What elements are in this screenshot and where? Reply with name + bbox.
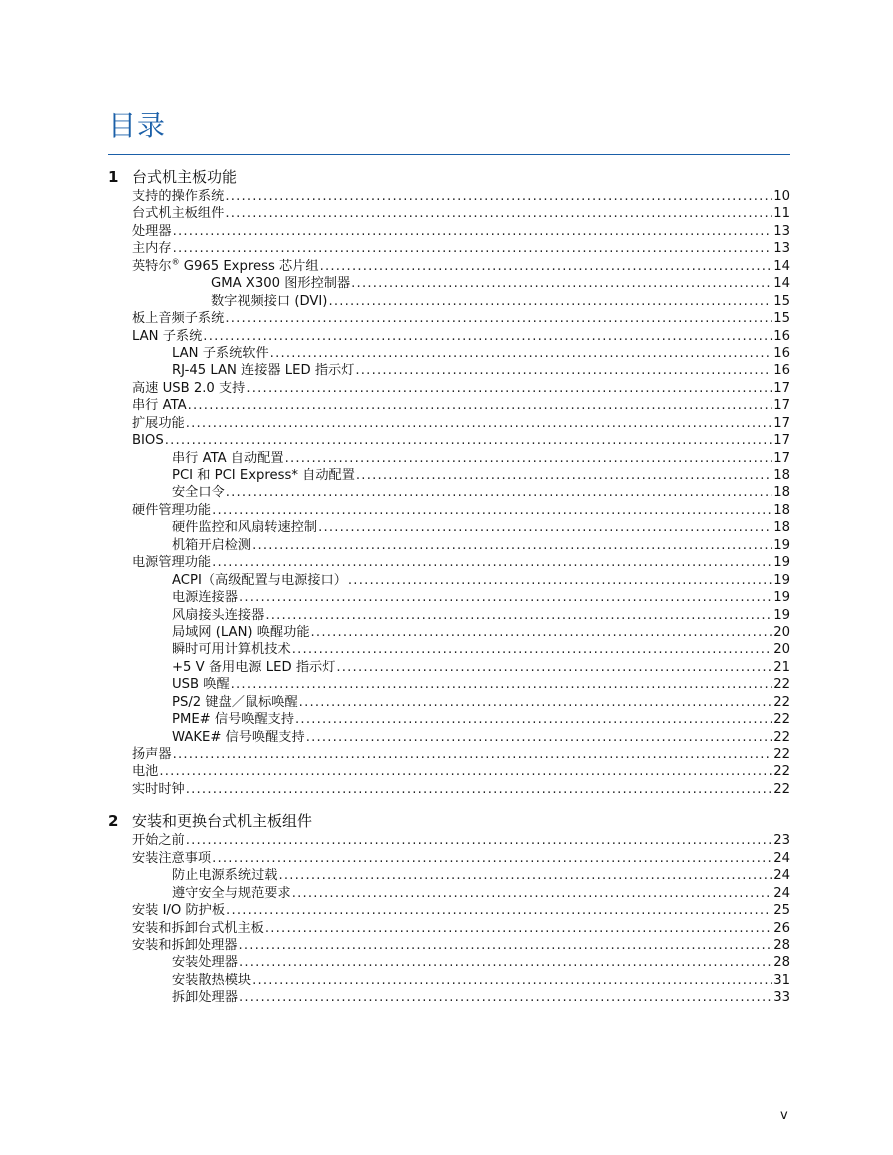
toc-entry[interactable] <box>108 345 790 362</box>
toc-entry-label <box>172 694 298 711</box>
dot-leader <box>336 659 772 676</box>
dot-leader <box>328 293 772 310</box>
chapter-heading <box>108 810 790 832</box>
toc-entry-text: 硬件监控和风扇转速控制 <box>172 520 318 536</box>
toc-entry-label <box>132 432 164 449</box>
dot-leader <box>318 519 772 536</box>
toc-entry-text: 串行 ATA <box>132 398 187 414</box>
toc-entry-text: ACPI（高级配置与电源接口） <box>172 572 347 588</box>
toc-entry-text: 安装处理器 <box>172 955 238 971</box>
toc-entry[interactable] <box>108 450 790 467</box>
toc-entry-text: PS/2 键盘／鼠标唤醒 <box>172 694 298 710</box>
toc-entry-label <box>172 607 264 624</box>
toc-entry-label <box>172 641 291 658</box>
toc-entry-label <box>172 467 355 484</box>
toc-entry-text: 瞬时可用计算机技术 <box>172 642 291 658</box>
toc-entry[interactable] <box>108 641 790 658</box>
toc-entry-text: USB 唤醒 <box>172 677 230 693</box>
toc-entry-text: 安装 I/O 防护板 <box>132 903 226 919</box>
toc-page-number: 22 <box>773 694 790 710</box>
toc-entry-label <box>172 345 269 362</box>
dot-leader <box>173 240 773 257</box>
dot-leader <box>246 380 772 397</box>
toc-entry[interactable] <box>108 519 790 536</box>
toc-entry-text: LAN 子系统软件 <box>172 345 269 361</box>
dot-leader <box>239 589 772 606</box>
toc-entry[interactable] <box>108 397 790 414</box>
dot-leader <box>188 397 773 414</box>
toc-entry-text: 台式机主板组件 <box>132 206 225 222</box>
toc-page-number: 17 <box>773 415 790 431</box>
dot-leader <box>212 502 772 519</box>
toc-page-number: 22 <box>773 764 790 780</box>
toc-entry-label <box>132 746 172 763</box>
toc-entry[interactable] <box>108 572 790 589</box>
toc-entry-label <box>172 362 354 379</box>
toc-entry-text: 串行 ATA 自动配置 <box>172 450 284 466</box>
toc-page-number: 16 <box>773 363 790 379</box>
dot-leader <box>225 205 772 222</box>
dot-leader <box>279 867 773 884</box>
dot-leader <box>320 258 773 275</box>
title-rule <box>108 154 790 155</box>
toc-entry[interactable] <box>108 781 790 798</box>
toc-entry[interactable] <box>108 362 790 379</box>
toc-entry[interactable] <box>108 676 790 693</box>
toc-entry[interactable] <box>108 885 790 902</box>
toc-page-number: 22 <box>773 781 790 797</box>
dot-leader <box>356 467 772 484</box>
toc-entry-text: 安全口令 <box>172 485 225 501</box>
chapter-heading <box>108 166 790 188</box>
page-title: 目录 <box>108 109 167 142</box>
toc-entry-label <box>132 188 224 205</box>
toc-page-number: 20 <box>773 624 790 640</box>
toc-page-number: 14 <box>773 276 790 292</box>
toc-entry-text: 风扇接头连接器 <box>172 607 265 623</box>
toc-page-number: 25 <box>773 903 790 919</box>
chapter-number: 2 <box>108 812 119 831</box>
toc-entry[interactable] <box>108 920 790 937</box>
toc-entry[interactable] <box>108 275 790 292</box>
toc-entry[interactable] <box>108 902 790 919</box>
toc-page-number: 13 <box>773 241 790 257</box>
toc-page-number: 23 <box>773 833 790 849</box>
page-number: v <box>780 1108 788 1123</box>
dot-leader <box>270 345 773 362</box>
toc-entry-label <box>132 937 238 954</box>
toc-entry[interactable] <box>108 763 790 780</box>
toc-entry[interactable] <box>108 867 790 884</box>
toc-page-number: 18 <box>773 520 790 536</box>
toc-entry-text: 主内存 <box>132 241 172 257</box>
toc-entry-text: 板上音频子系统 <box>132 311 225 327</box>
dot-leader <box>355 362 772 379</box>
toc-entry-text: 安装和拆卸处理器 <box>132 937 238 953</box>
dot-leader <box>203 328 772 345</box>
toc-page-number: 17 <box>773 433 790 449</box>
toc-entry-text: 扬声器 <box>132 747 172 762</box>
dot-leader <box>186 832 772 849</box>
toc-entry[interactable] <box>108 502 790 519</box>
toc-entry-label <box>132 380 245 397</box>
toc-entry-label <box>132 415 185 432</box>
toc-entry-text: +5 V 备用电源 LED 指示灯 <box>172 659 336 675</box>
toc-page-number: 24 <box>773 850 790 866</box>
dot-leader <box>239 954 772 971</box>
toc-entry[interactable] <box>108 258 790 275</box>
toc-entry[interactable] <box>108 832 790 849</box>
toc-page-number: 22 <box>773 712 790 728</box>
toc-page-number: 20 <box>773 642 790 658</box>
toc-page-number: 11 <box>773 206 790 222</box>
toc-entry-label <box>172 450 284 467</box>
toc-entry-text: 局域网 (LAN) 唤醒功能 <box>172 624 310 640</box>
dot-leader <box>351 275 772 292</box>
toc-entry-label <box>132 554 211 571</box>
chapter-title: 台式机主板功能 <box>132 168 238 186</box>
dot-leader <box>292 641 773 658</box>
dot-leader <box>159 763 772 780</box>
dot-leader <box>265 920 772 937</box>
toc-entry[interactable] <box>108 310 790 327</box>
toc-entry-label <box>172 711 294 728</box>
toc-entry-label <box>132 397 187 414</box>
toc-page-number: 17 <box>773 450 790 466</box>
toc-entry-label <box>172 989 238 1006</box>
toc-entry[interactable] <box>108 694 790 711</box>
toc-entry-label <box>172 589 238 606</box>
dot-leader <box>173 223 773 240</box>
toc-entry[interactable] <box>108 432 790 449</box>
toc-page-number: 28 <box>773 955 790 971</box>
toc-entry-label <box>211 293 327 310</box>
toc-entry[interactable] <box>108 624 790 641</box>
dot-leader <box>311 624 773 641</box>
toc-entry-text: 英特尔 <box>132 258 172 274</box>
toc-page-number: 22 <box>773 729 790 745</box>
toc-entry-label <box>172 624 310 641</box>
toc-entry-text: 硬件管理功能 <box>132 502 212 518</box>
toc-entry-text: 电源连接器 <box>172 590 238 606</box>
toc-page-number: 16 <box>773 345 790 361</box>
toc-page-number: 24 <box>773 885 790 901</box>
toc-entry[interactable] <box>108 954 790 971</box>
toc-page-number: 28 <box>773 937 790 953</box>
toc-page-number: 31 <box>773 972 790 988</box>
dot-leader <box>186 781 772 798</box>
toc-page-number: 18 <box>773 502 790 518</box>
toc-entry[interactable] <box>108 589 790 606</box>
table-of-contents <box>108 164 790 1007</box>
toc-entry-text: 安装和拆卸台式机主板 <box>132 920 264 936</box>
toc-entry-text: BIOS <box>132 433 164 449</box>
toc-entry[interactable] <box>108 223 790 240</box>
toc-entry-text: PME# 信号唤醒支持 <box>172 712 295 728</box>
dot-leader <box>285 450 773 467</box>
toc-entry-label <box>172 954 238 971</box>
dot-leader <box>231 676 773 693</box>
toc-entry-label <box>132 832 185 849</box>
dot-leader <box>265 607 772 624</box>
toc-entry-text: LAN 子系统 <box>132 328 203 344</box>
toc-entry-label <box>172 885 291 902</box>
toc-entry-text: 开始之前 <box>132 833 185 849</box>
toc-entry[interactable] <box>108 937 790 954</box>
toc-entry[interactable] <box>108 850 790 867</box>
toc-entry-text: 电池 <box>132 764 159 780</box>
dot-leader <box>226 484 772 501</box>
toc-entry-label <box>132 902 225 919</box>
toc-entry-label <box>172 867 278 884</box>
toc-entry-text: PCI 和 PCI Express* 自动配置 <box>172 468 355 483</box>
toc-entry[interactable] <box>108 537 790 554</box>
toc-entry-label <box>211 275 350 292</box>
toc-entry[interactable] <box>108 467 790 484</box>
toc-entry[interactable] <box>108 415 790 432</box>
toc-entry-text: 安装散热模块 <box>172 972 252 988</box>
toc-entry-text: 电源管理功能 <box>132 555 212 571</box>
toc-entry-text-cont: G965 Express 芯片组 <box>179 258 319 274</box>
toc-entry-label <box>132 223 172 240</box>
toc-entry[interactable] <box>108 989 790 1006</box>
toc-entry-label <box>132 258 319 275</box>
toc-entry-text: 高速 USB 2.0 支持 <box>132 380 246 396</box>
dot-leader <box>225 188 772 205</box>
toc-page-number: 16 <box>773 328 790 344</box>
dot-leader <box>212 850 772 867</box>
toc-entry-text: RJ-45 LAN 连接器 LED 指示灯 <box>172 363 355 379</box>
chapter-number: 1 <box>108 168 119 186</box>
toc-entry[interactable] <box>108 293 790 310</box>
toc-page-number: 21 <box>773 659 790 675</box>
toc-page-number: 13 <box>773 223 790 239</box>
toc-entry-text: 处理器 <box>132 223 172 239</box>
toc-entry-text: WAKE# 信号唤醒支持 <box>172 729 305 745</box>
toc-page-number: 17 <box>773 380 790 396</box>
toc-page-number: 19 <box>773 607 790 623</box>
dot-leader <box>226 902 772 919</box>
dot-leader <box>165 432 773 449</box>
toc-entry[interactable] <box>108 484 790 501</box>
toc-entry-label <box>172 572 347 589</box>
toc-entry-label <box>132 502 211 519</box>
registered-mark: ® <box>171 257 180 267</box>
toc-entry-text: 防止电源系统过载 <box>172 868 278 884</box>
toc-page-number: 22 <box>773 677 790 693</box>
toc-page-number: 33 <box>773 990 790 1006</box>
toc-entry-label <box>132 310 224 327</box>
toc-entry[interactable] <box>108 205 790 222</box>
toc-page-number: 18 <box>773 468 790 483</box>
toc-page-number: 15 <box>773 311 790 327</box>
toc-page-number: 18 <box>773 485 790 501</box>
toc-entry[interactable] <box>108 240 790 257</box>
dot-leader <box>239 989 772 1006</box>
dot-leader <box>239 937 773 954</box>
toc-entry-text: 扩展功能 <box>132 415 185 431</box>
toc-page-number: 19 <box>773 555 790 571</box>
toc-entry-text: 数字视频接口 (DVI) <box>211 293 328 309</box>
toc-entry[interactable] <box>108 380 790 397</box>
toc-entry[interactable] <box>108 554 790 571</box>
dot-leader <box>292 885 773 902</box>
toc-page-number: 10 <box>773 189 790 204</box>
toc-page-number: 15 <box>773 293 790 309</box>
toc-page-number: 19 <box>773 590 790 606</box>
toc-entry-label <box>132 240 172 257</box>
toc-entry-label <box>132 328 202 345</box>
toc-entry-label <box>132 205 224 222</box>
toc-entry-label <box>132 920 264 937</box>
toc-entry-label <box>172 659 335 676</box>
toc-entry[interactable] <box>108 711 790 728</box>
toc-page-number: 19 <box>773 572 790 588</box>
dot-leader <box>348 572 772 589</box>
toc-entry-label <box>172 676 230 693</box>
toc-entry[interactable] <box>108 659 790 676</box>
toc-entry[interactable] <box>108 188 790 205</box>
toc-entry-label <box>132 763 158 780</box>
toc-entry-label <box>172 537 251 554</box>
toc-entry-text: 机箱开启检测 <box>172 537 252 553</box>
toc-entry-text: 支持的操作系统 <box>132 189 225 204</box>
toc-page-number: 26 <box>773 920 790 936</box>
toc-entry[interactable] <box>108 607 790 624</box>
toc-entry-text: 安装注意事项 <box>132 850 212 866</box>
toc-entry[interactable] <box>108 729 790 746</box>
toc-page-number: 14 <box>773 258 790 274</box>
dot-leader <box>252 537 772 554</box>
toc-entry-text: 实时时钟 <box>132 781 185 797</box>
toc-entry-text: 遵守安全与规范要求 <box>172 885 291 901</box>
toc-page-number: 24 <box>773 868 790 884</box>
toc-page-number: 22 <box>773 747 790 762</box>
toc-entry-text: GMA X300 图形控制器 <box>211 276 351 292</box>
dot-leader <box>212 554 772 571</box>
dot-leader <box>306 729 773 746</box>
toc-entry-text: 拆卸处理器 <box>172 990 238 1006</box>
chapter-title: 安装和更换台式机主板组件 <box>132 812 313 831</box>
toc-entry-label <box>132 781 185 798</box>
toc-entry-label <box>132 850 211 867</box>
toc-entry-label <box>172 729 305 746</box>
dot-leader <box>295 711 772 728</box>
toc-page-number: 17 <box>773 398 790 414</box>
dot-leader <box>225 310 772 327</box>
dot-leader <box>173 746 773 763</box>
toc-entry-label <box>172 972 251 989</box>
toc-entry[interactable] <box>108 328 790 345</box>
dot-leader <box>299 694 773 711</box>
toc-entry-label <box>172 484 225 501</box>
toc-entry[interactable] <box>108 972 790 989</box>
toc-page-number: 19 <box>773 537 790 553</box>
dot-leader <box>186 415 772 432</box>
dot-leader <box>252 972 772 989</box>
toc-entry[interactable] <box>108 746 790 763</box>
toc-entry-label <box>172 519 317 536</box>
